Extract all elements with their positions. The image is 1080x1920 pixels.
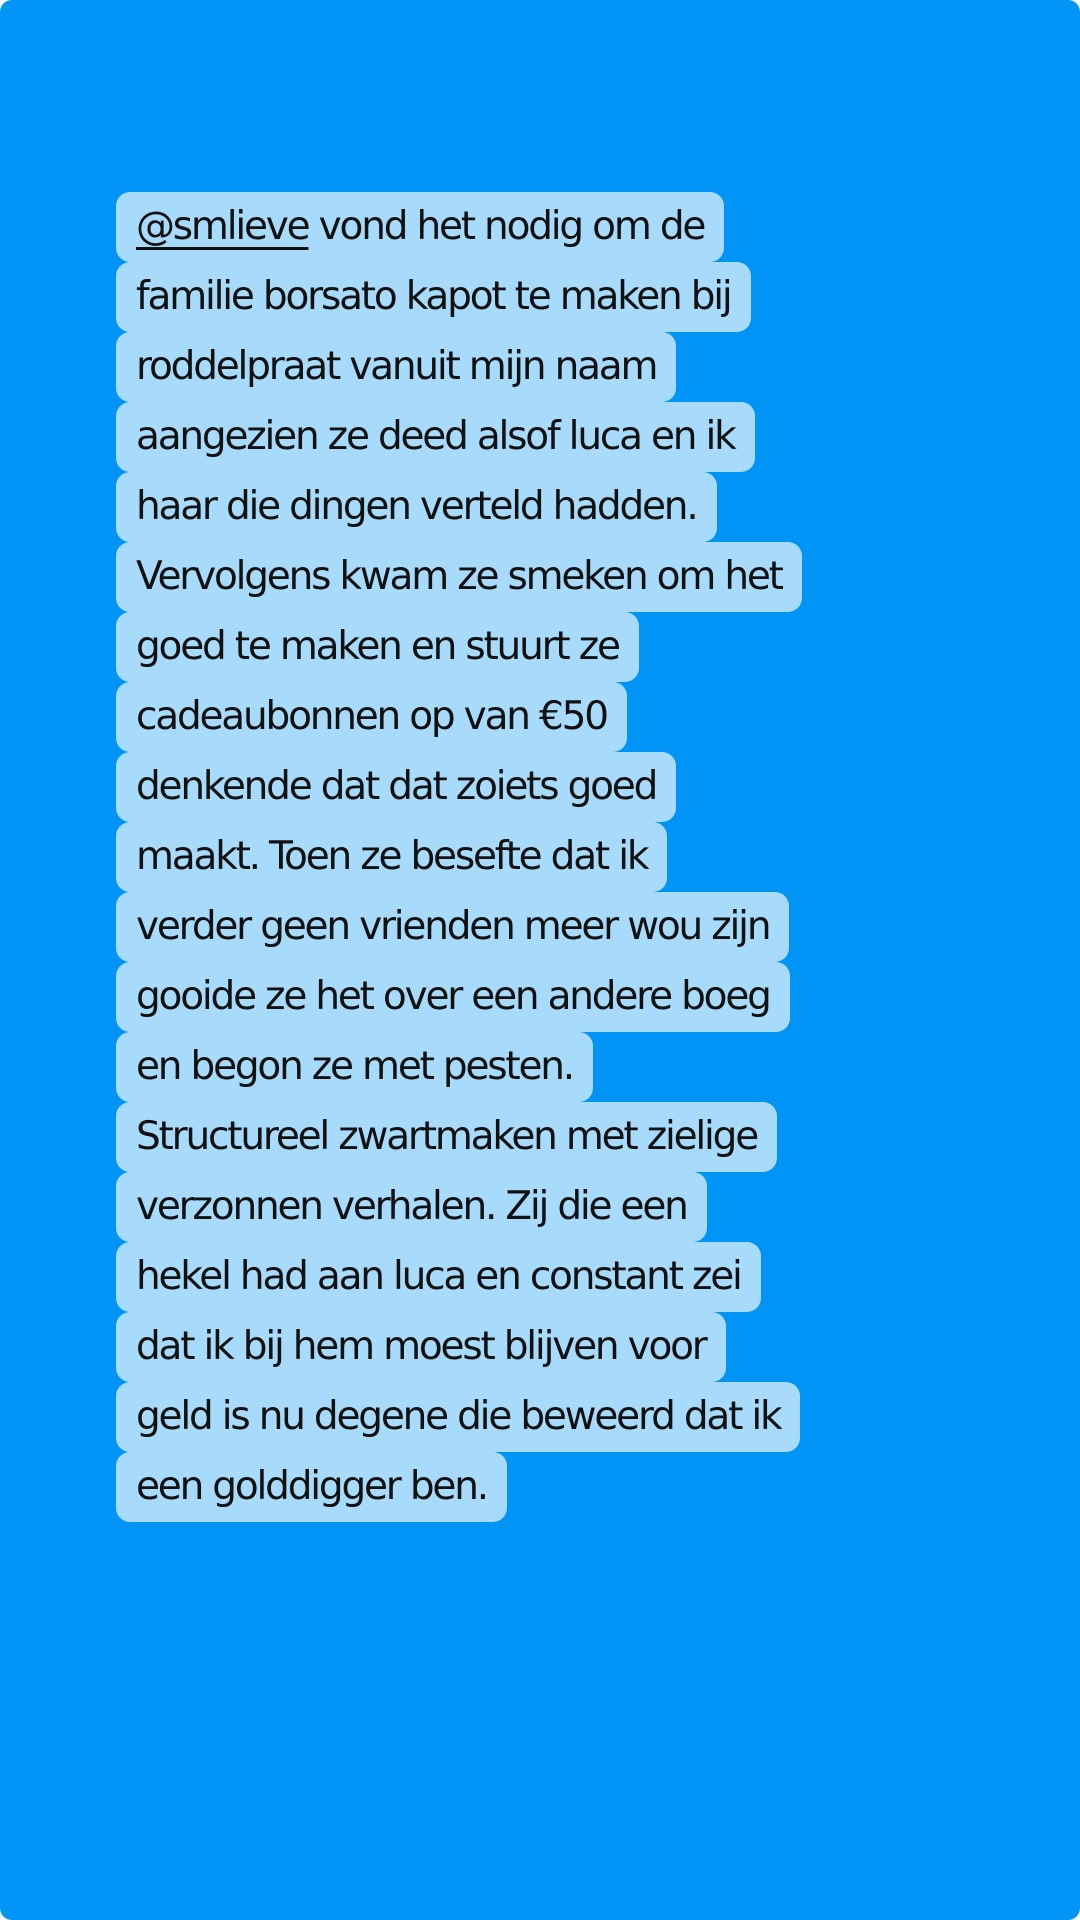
story-text-line: roddelpraat vanuit mijn naam xyxy=(116,332,676,402)
story-text-line: verder geen vrienden meer wou zijn xyxy=(116,892,789,962)
story-text-line: een golddigger ben. xyxy=(116,1452,507,1522)
mention-link[interactable]: @smlieve xyxy=(136,204,309,249)
story-text-line: cadeaubonnen op van €50 xyxy=(116,682,627,752)
story-text-line: en begon ze met pesten. xyxy=(116,1032,593,1102)
story-text-line: Vervolgens kwam ze smeken om het xyxy=(116,542,802,612)
story-text-line: denkende dat dat zoiets goed xyxy=(116,752,676,822)
story-text-block xyxy=(116,192,802,1522)
story-text-line xyxy=(116,192,724,262)
story-text-line: haar die dingen verteld hadden. xyxy=(116,472,717,542)
story-text-line: geld is nu degene die beweerd dat ik xyxy=(116,1382,800,1452)
story-text-line-rest: vond het nodig om de xyxy=(308,204,705,249)
story-text-line: gooide ze het over een andere boeg xyxy=(116,962,790,1032)
story-text-line: dat ik bij hem moest blijven voor xyxy=(116,1312,726,1382)
story-text-line: aangezien ze deed alsof luca en ik xyxy=(116,402,755,472)
story-text-line: Structureel zwartmaken met zielige xyxy=(116,1102,777,1172)
story-text-line: familie borsato kapot te maken bij xyxy=(116,262,751,332)
story-text-line: hekel had aan luca en constant zei xyxy=(116,1242,761,1312)
story-text-line: verzonnen verhalen. Zij die een xyxy=(116,1172,707,1242)
story-text-line: maakt. Toen ze besefte dat ik xyxy=(116,822,667,892)
story-text-line: goed te maken en stuurt ze xyxy=(116,612,639,682)
